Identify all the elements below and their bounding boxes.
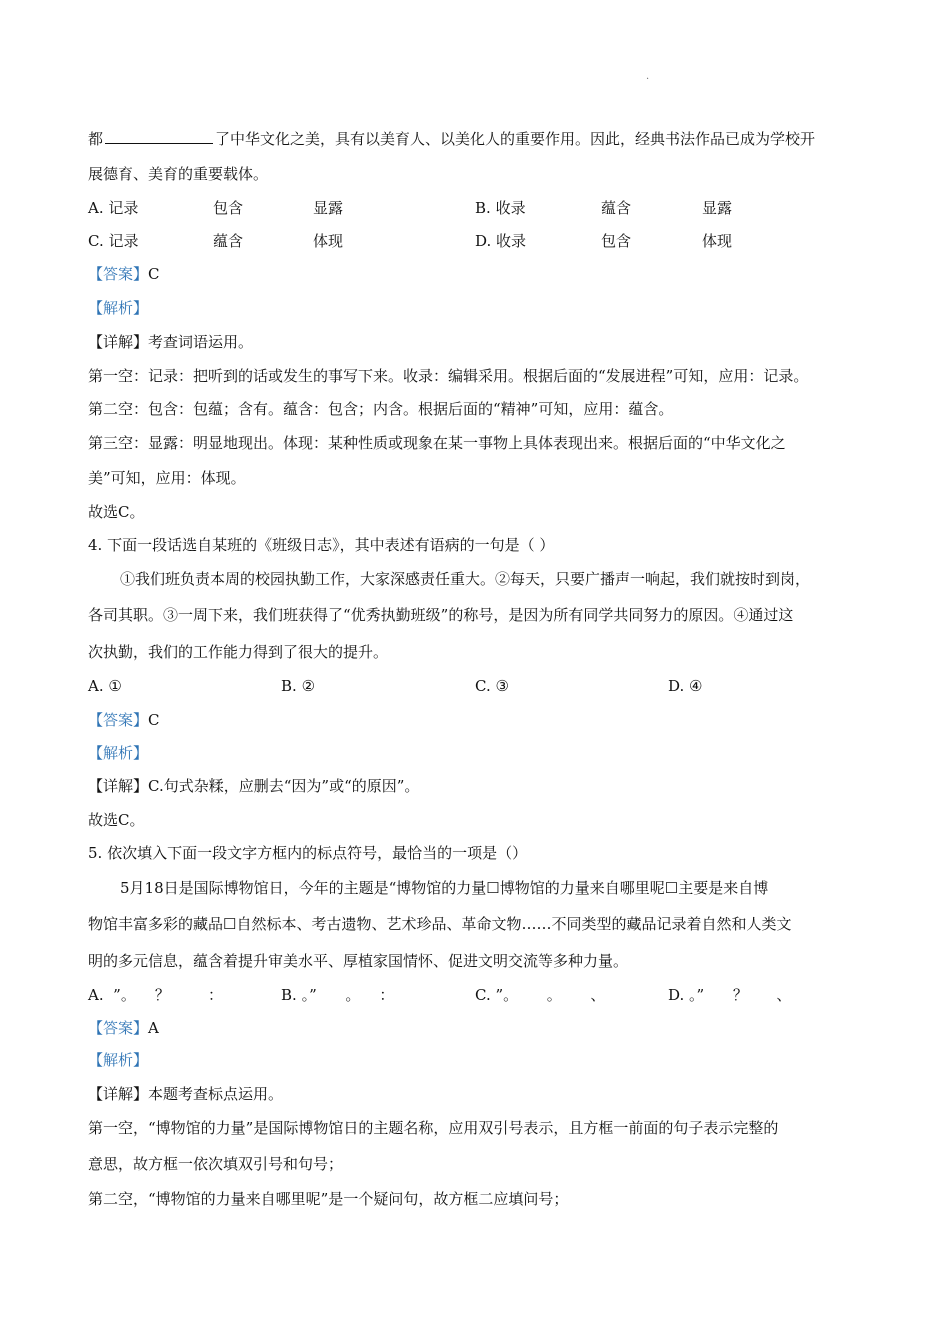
q3-option-c: C. 记录 bbox=[88, 232, 139, 250]
q5-explanation-1a: 第一空，“博物馆的力量”是国际博物馆日的主题名称，应用双引号表示，且方框一前面的句子表示完整的 bbox=[88, 1119, 779, 1137]
q3-conclusion: 故选C。 bbox=[88, 503, 145, 521]
q3-option-c-w2: 蕴含 bbox=[213, 232, 244, 250]
q5-option-c: C. ”。 。 、 bbox=[475, 986, 606, 1004]
q3-detail: 【详解】考查词语运用。 bbox=[88, 333, 254, 351]
q3-option-b-w3: 显露 bbox=[702, 199, 733, 217]
q3-explanation-1: 第一空：记录：把听到的话或发生的事写下来。收录：编辑采用。根据后面的“发展进程”可知，应用：记录。 bbox=[88, 367, 809, 385]
q4-analysis-tag: 【解析】 bbox=[88, 744, 149, 762]
q5-passage-2: 物馆丰富多彩的藏品☐自然标本、考古遗物、艺术珍品、革命文物……不同类型的藏品记录着自然和人类文 bbox=[88, 915, 792, 933]
q3-line1: 都 了中华文化之美，具有以美育人、以美化人的重要作用。因此，经典书法作品已成为学校开 bbox=[88, 130, 816, 148]
fill-blank bbox=[105, 129, 213, 144]
q3-option-a: A. 记录 bbox=[88, 199, 139, 217]
q5-analysis-tag: 【解析】 bbox=[88, 1051, 149, 1069]
q5-option-d: D. 。” ？ 、 bbox=[668, 986, 792, 1004]
q3-option-a-w2: 包含 bbox=[213, 199, 244, 217]
q5-stem: 5. 依次填入下面一段文字方框内的标点符号，最恰当的一项是（） bbox=[88, 844, 528, 862]
q4-option-a: A. ① bbox=[88, 677, 122, 695]
q3-option-a-w3: 显露 bbox=[313, 199, 344, 217]
q3-analysis-tag: 【解析】 bbox=[88, 299, 149, 317]
q4-conclusion: 故选C。 bbox=[88, 811, 145, 829]
q4-stem: 4. 下面一段话选自某班的《班级日志》，其中表述有语病的一句是（ ） bbox=[88, 536, 555, 554]
q3-option-c-w3: 体现 bbox=[313, 232, 344, 250]
q3-option-b: B. 收录 bbox=[475, 199, 526, 217]
q3-option-b-w2: 蕴含 bbox=[601, 199, 632, 217]
q3-option-d-w2: 包含 bbox=[601, 232, 632, 250]
q3-answer: 【答案】C bbox=[88, 265, 160, 283]
q4-passage-3: 次执勤，我们的工作能力得到了很大的提升。 bbox=[88, 643, 389, 661]
q3-option-d-w3: 体现 bbox=[702, 232, 733, 250]
q3-explanation-3b: 美”可知，应用：体现。 bbox=[88, 469, 246, 487]
q5-option-a: A. ”。 ？ ： bbox=[88, 986, 224, 1004]
q5-passage-3: 明的多元信息，蕴含着提升审美水平、厚植家国情怀、促进文明交流等多种力量。 bbox=[88, 952, 629, 970]
q5-explanation-2: 第二空，“博物馆的力量来自哪里呢”是一个疑问句，故方框二应填问号； bbox=[88, 1190, 569, 1208]
q3-explanation-3a: 第三空：显露：明显地现出。体现：某种性质或现象在某一事物上具体表现出来。根据后面的“中华文化之 bbox=[88, 434, 786, 452]
q3-explanation-2: 第二空：包含：包蕴；含有。蕴含：包含；内含。根据后面的“精神”可知，应用：蕴含。 bbox=[88, 400, 674, 418]
q4-option-b: B. ② bbox=[281, 677, 316, 695]
q5-answer: 【答案】A bbox=[88, 1019, 159, 1037]
q4-option-c: C. ③ bbox=[475, 677, 509, 695]
q3-option-d: D. 收录 bbox=[475, 232, 527, 250]
q5-explanation-1b: 意思，故方框一依次填双引号和句号； bbox=[88, 1155, 344, 1173]
q4-passage-1: ①我们班负责本周的校园执勤工作，大家深感责任重大。②每天，只要广播声一响起，我们就按时到岗， bbox=[120, 570, 811, 588]
q3-line2: 展德育、美育的重要载体。 bbox=[88, 165, 269, 183]
header-dot: · bbox=[646, 74, 650, 85]
q4-detail: 【详解】C.句式杂糅，应删去“因为”或“的原因”。 bbox=[88, 777, 420, 795]
q5-passage-1: 5月18日是国际博物馆日，今年的主题是“博物馆的力量☐博物馆的力量来自哪里呢☐主要是来自博 bbox=[120, 879, 769, 897]
q4-answer: 【答案】C bbox=[88, 711, 160, 729]
q5-option-b: B. 。” 。 ： bbox=[281, 986, 395, 1004]
q4-option-d: D. ④ bbox=[668, 677, 703, 695]
q4-passage-2: 各司其职。③一周下来，我们班获得了“优秀执勤班级”的称号，是因为所有同学共同努力的原因。④通过这 bbox=[88, 606, 794, 624]
q5-detail: 【详解】本题考查标点运用。 bbox=[88, 1085, 284, 1103]
